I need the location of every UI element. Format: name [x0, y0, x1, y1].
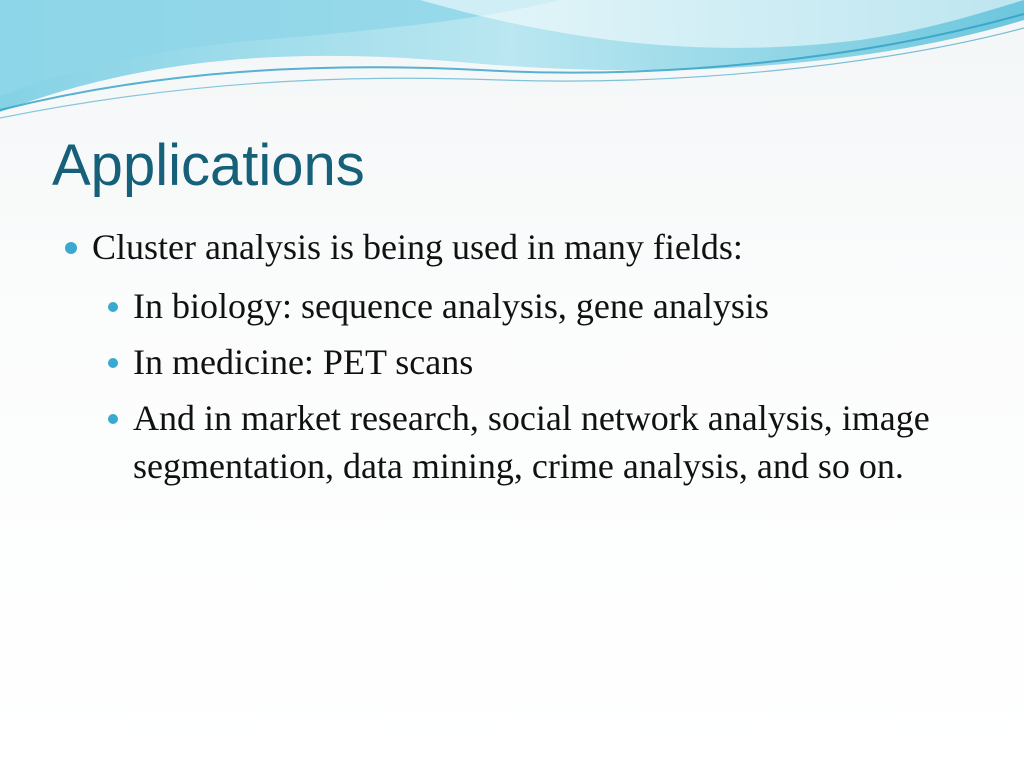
sub-bullet-text: In biology: sequence analysis, gene analysis	[133, 286, 769, 326]
wave-banner-decoration	[0, 0, 1024, 130]
sub-bullet-item	[133, 394, 993, 490]
bullet-text: Cluster analysis is being used in many fields:	[92, 227, 743, 267]
sub-bullet-item	[133, 282, 993, 330]
bullet-dot-icon	[108, 302, 118, 312]
bullet-dot-icon	[65, 242, 77, 254]
bullet-dot-icon	[108, 358, 118, 368]
sub-bullet-text: In medicine: PET scans	[133, 342, 474, 382]
bullet-dot-icon	[108, 414, 118, 424]
bullet-item	[92, 223, 992, 271]
sub-bullet-item	[133, 338, 993, 386]
slide-title: Applications	[52, 133, 365, 198]
sub-bullet-text: And in market research, social network analysis, image segmentation, data mining, crime analysis, and so on.	[133, 398, 930, 486]
